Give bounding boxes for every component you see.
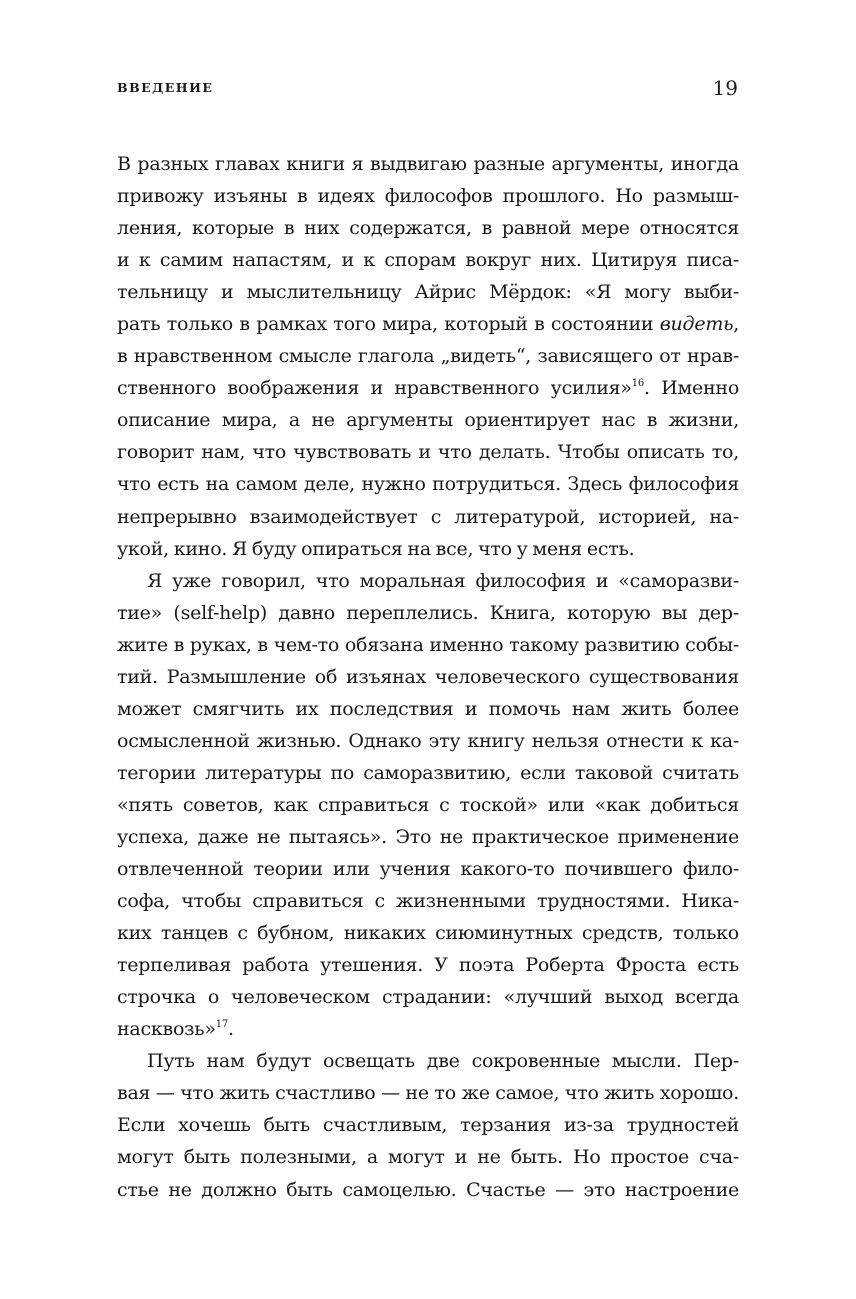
text-line: тельницу и мыслительницу Айрис Мёрдок: «Я могу выби- xyxy=(117,281,739,304)
text-line: в нравственном смысле глагола „видеть“, зависящего от нрав- xyxy=(117,345,739,368)
text-line: вая — что жить счастливо — не то же самое, что жить хорошо. xyxy=(117,1082,739,1105)
text-line: описание мира, а не аргументы ориентирует нас в жизни, xyxy=(117,409,739,432)
text-run: ственного воображения и нравственного усилия» xyxy=(117,377,632,400)
text-line: могут быть полезными, а могут и не быть. Но простое сча- xyxy=(117,1146,739,1169)
text-line: Я уже говорил, что моральная философия и «саморазви- xyxy=(147,569,739,592)
footnote-ref: 17 xyxy=(215,1019,228,1031)
text-line: «пять советов, как справиться с тоской» или «как добиться xyxy=(117,793,739,816)
text-line: софа, чтобы справиться с жизненными трудностями. Ника- xyxy=(117,890,739,913)
text-line: отвлеченной теории или учения какого-то почившего фило- xyxy=(117,858,739,881)
text-line: тий. Размышление об изъянах человеческого существования xyxy=(117,665,739,688)
text-line: В разных главах книги я выдвигаю разные аргументы, иногда xyxy=(117,153,739,175)
text-line: непрерывно взаимодействует с литературой, историей, на- xyxy=(117,505,739,528)
text-line: что есть на самом деле, нужно потрудиться. Здесь философия xyxy=(117,473,739,496)
text-line: строчка о человеческом страдании: «лучший выход всегда xyxy=(117,986,739,1009)
text-line: стье не должно быть самоцелью. Счастье — это настроение xyxy=(117,1178,739,1201)
body-text xyxy=(117,148,739,1206)
footnote-ref: 16 xyxy=(631,378,644,390)
text-line: укой, кино. Я буду опираться на все, что у меня есть. xyxy=(117,537,635,560)
text-line xyxy=(117,308,739,340)
text-line: ления, которые в них содержатся, в равной мере относятся xyxy=(117,217,739,240)
text-run: насквозь» xyxy=(117,1018,216,1041)
text-line: ких танцев с бубном, никаких сиюминутных средств, только xyxy=(117,922,739,945)
text-line xyxy=(117,372,739,404)
text-line: жите в руках, в чем-то обязана именно такому развитию собы- xyxy=(117,633,739,656)
text-run: , xyxy=(733,313,739,336)
emphasis: видеть xyxy=(659,313,734,336)
text-line: терпеливая работа утешения. У поэта Роберта Фроста есть xyxy=(117,954,739,977)
text-run: . xyxy=(227,1018,234,1041)
text-run: рать только в рамках того мира, который в состоянии xyxy=(117,313,660,336)
running-head: ВВЕДЕНИЕ xyxy=(117,80,214,95)
text-line: тие» (self-help) давно переплелись. Книга, которую вы дер- xyxy=(117,601,739,624)
text-run: . Именно xyxy=(643,377,740,400)
text-line: Путь нам будут освещать две сокровенные мысли. Пер- xyxy=(147,1050,739,1073)
text-line: осмысленной жизнью. Однако эту книгу нельзя отнести к ка- xyxy=(117,729,739,752)
text-line: привожу изъяны в идеях философов прошлого. Но размыш- xyxy=(117,185,739,208)
text-line: успеха, даже не пытаясь». Это не практическое применение xyxy=(117,825,739,848)
text-line: тегории литературы по саморазвитию, если таковой считать xyxy=(117,761,739,784)
page-number: 19 xyxy=(712,76,738,100)
text-line: может смягчить их последствия и помочь нам жить более xyxy=(117,697,739,720)
text-line: и к самим напастям, и к спорам вокруг них. Цитируя писа- xyxy=(117,249,739,272)
text-line xyxy=(117,1013,739,1045)
text-line: Если хочешь быть счастливым, терзания из-за трудностей xyxy=(117,1114,739,1137)
text-line: говорит нам, что чувствовать и что делать. Чтобы описать то, xyxy=(117,441,739,464)
